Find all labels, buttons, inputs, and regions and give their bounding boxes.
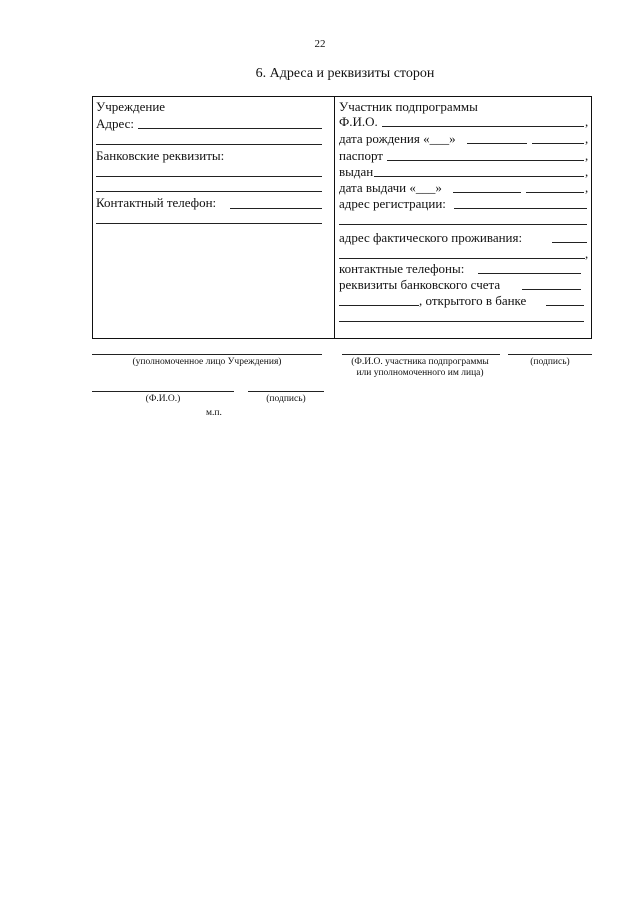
participant-registration-line-1: [454, 208, 587, 209]
participant-actual-address-line-1: [552, 242, 587, 243]
participant-fio-label: Ф.И.О.: [339, 114, 378, 129]
participant-passport-line: [387, 160, 584, 161]
participant-birth-date-label: дата рождения «___»: [339, 131, 456, 146]
participant-name-caption-2: или уполномоченного им лица): [356, 368, 484, 378]
participant-actual-address-comma: ,: [585, 246, 589, 261]
page-number: 22: [314, 38, 326, 50]
participant-account-number-line: [339, 305, 419, 306]
institution-bank-line-2: [96, 191, 322, 192]
stamp-placeholder: м.п.: [206, 408, 222, 418]
institution-person-caption: (уполномоченное лицо Учреждения): [132, 357, 282, 367]
participant-header: Участник подпрограммы: [339, 99, 478, 114]
participant-issue-date-label: дата выдачи «___»: [339, 180, 442, 195]
participant-bank-extra-line: [339, 321, 584, 322]
institution-phone-label: Контактный телефон:: [96, 195, 217, 210]
participant-issue-year-line: [526, 192, 584, 193]
participant-registration-line-2: [339, 224, 587, 225]
participant-birth-comma: ,: [585, 131, 589, 146]
participant-issued-by-line: [374, 176, 584, 177]
institution-bank-label: Банковские реквизиты:: [96, 148, 225, 163]
institution-address-line-2: [96, 144, 322, 145]
institution-signature-caption: (подпись): [266, 394, 306, 404]
participant-signature-caption: (подпись): [530, 357, 570, 367]
participant-fio-line: [382, 126, 584, 127]
institution-fio-caption: (Ф.И.О.): [145, 394, 181, 404]
participant-name-caption-1: (Ф.И.О. участника подпрограммы: [351, 357, 489, 367]
participant-phones-label: контактные телефоны:: [339, 261, 465, 276]
participant-passport-comma: ,: [585, 148, 589, 163]
institution-address-line-1: [138, 128, 322, 129]
participant-fio-comma: ,: [585, 114, 589, 129]
institution-header: Учреждение: [96, 99, 166, 114]
participant-phones-line: [478, 273, 581, 274]
participant-registration-label: адрес регистрации:: [339, 196, 446, 211]
participant-birth-year-line: [532, 143, 584, 144]
participant-issue-date-comma: ,: [585, 180, 589, 195]
participant-issued-by-label: выдан: [339, 164, 374, 179]
institution-phone-line: [230, 208, 322, 209]
participant-bank-account-label: реквизиты банковского счета: [339, 277, 501, 292]
participant-actual-address-line-2: [339, 258, 585, 259]
institution-extra-line: [96, 223, 322, 224]
section-title: 6. Адреса и реквизиты сторон: [255, 66, 435, 81]
institution-person-signature-line: [92, 354, 322, 355]
institution-address-label: Адрес:: [96, 116, 134, 131]
institution-signature-line: [248, 391, 324, 392]
participant-birth-month-line: [467, 143, 527, 144]
participant-issued-by-comma: ,: [585, 164, 589, 179]
participant-actual-address-label: адрес фактического проживания:: [339, 230, 523, 245]
participant-signature-line: [508, 354, 592, 355]
participant-bank-name-line: [546, 305, 584, 306]
institution-bank-line-1: [96, 176, 322, 177]
participant-issue-month-line: [453, 192, 521, 193]
institution-fio-line: [92, 391, 234, 392]
participant-passport-label: паспорт: [339, 148, 383, 163]
participant-bank-account-line: [522, 289, 581, 290]
participant-opened-in-bank-label: , открытого в банке: [419, 293, 527, 308]
participant-name-signature-line: [342, 354, 500, 355]
column-divider: [334, 96, 335, 339]
